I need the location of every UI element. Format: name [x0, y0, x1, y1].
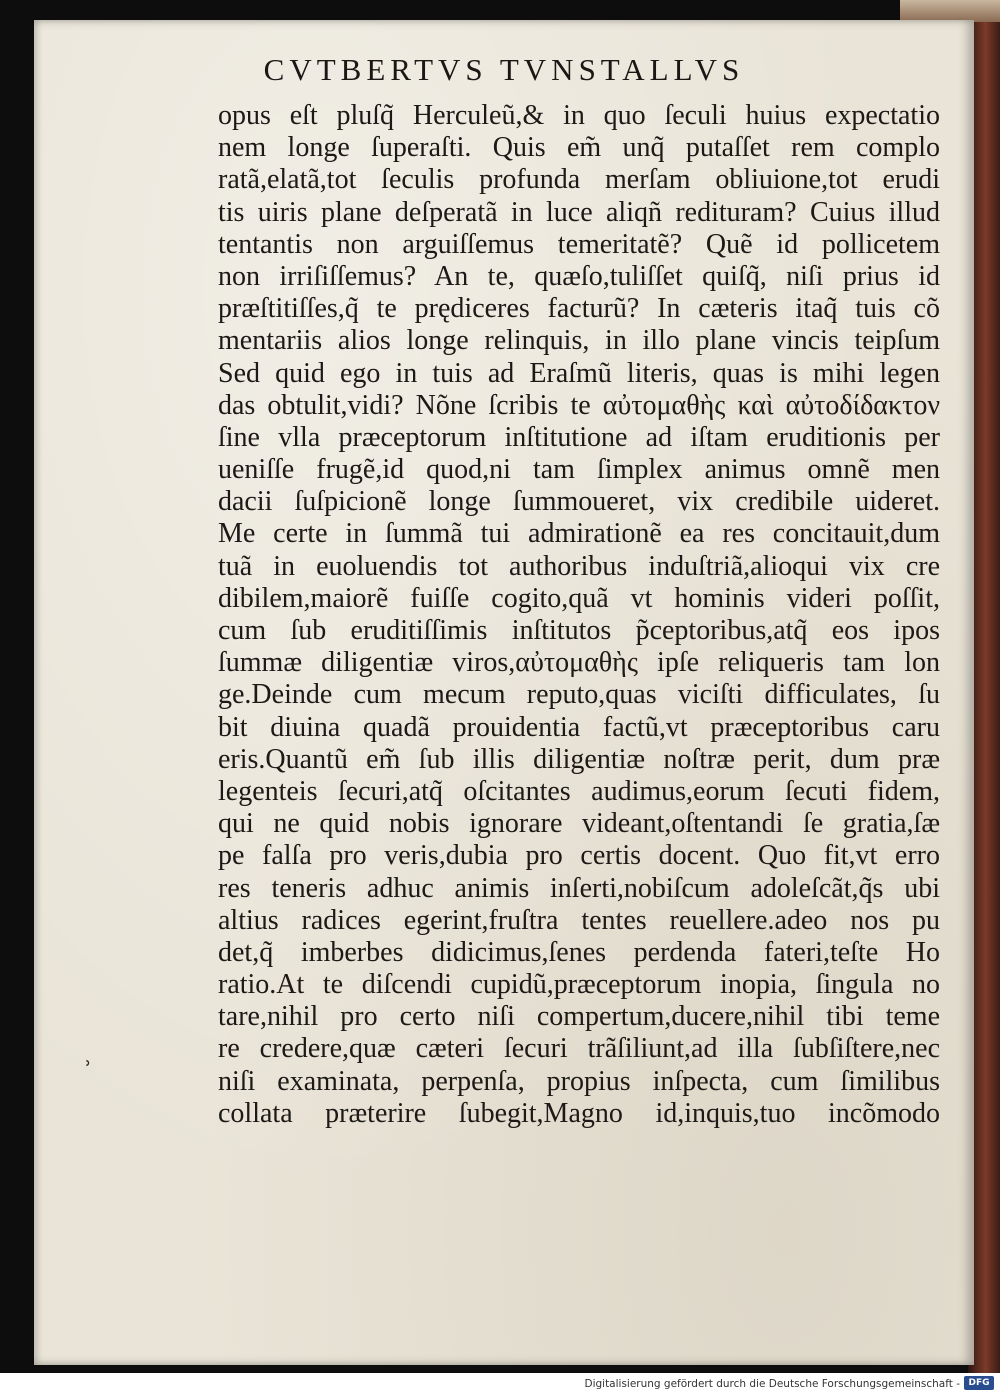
running-head: CVTBERTVS TVNSTALLVS [263, 52, 745, 87]
text-line: legenteis ſecuri,atq̃ oſcitantes audimus,eorum ſecuti fidem, [218, 775, 940, 807]
text-line: eris.Quantũ em̃ ſub illis diligentiæ noſtræ perit, dum præ [218, 743, 940, 775]
text-line: ſine vlla præceptorum inſtitutione ad iſtam eruditionis per [218, 421, 940, 453]
text-line: bit diuina quadã prouidentia factũ,vt præceptoribus caru [218, 711, 940, 743]
text-line: dacii ſuſpicionẽ longe ſummoueret, vix credibile uideret. [218, 486, 940, 518]
text-block [218, 100, 940, 1130]
text-line: das obtulit,vidi? Nõne ſcribis te αὐτομαθὴς καὶ αὐτοδίδακτον [218, 389, 940, 421]
dfg-logo: DFG [964, 1376, 994, 1390]
text-line: ratio.At te diſcendi cupidũ,præceptorum inopia, ſingula no [218, 969, 940, 1001]
text-line: non irriſiſſemus? An te, quæſo,tuliſſet quiſq̃, niſi prius id [218, 260, 940, 292]
text-line: Me certe in ſummã tui admirationẽ ea res concitauit,dum [218, 518, 940, 550]
text-line: tuã in euoluendis tot authoribus induſtriã,alioqui vix cre [218, 550, 940, 582]
text-line: cum ſub eruditiſſimis inſtitutos p̃ceptoribus,atq̃ eos ipos [218, 615, 940, 646]
text-line: ueniſſe frugẽ,id quod,ni tam ſimplex animus omnẽ men [218, 454, 940, 486]
text-line: niſi examinata, perpenſa, propius inſpecta, cum ſimilibus [218, 1065, 940, 1097]
text-line: res teneris adhuc animis inſerti,nobiſcum adoleſcãt,q̃s ubi [218, 872, 940, 904]
text-line: Sed quid ego in tuis ad Eraſmũ literis, quas is mihi legen [218, 357, 940, 389]
text-line: ge.Deinde cum mecum reputo,quas viciſti difficulates, ſu [218, 679, 940, 711]
footer-credit: Digitalisierung gefördert durch die Deutsche Forschungsgemeinschaft - [584, 1378, 960, 1390]
text-line: tare,nihil pro certo niſi compertum,ducere,nihil tibi teme [218, 1001, 940, 1033]
text-line: collata præterire ſubegit,Magno id,inquis,tuo incõmodo [218, 1097, 940, 1129]
margin-mark: ʾ [85, 1058, 92, 1083]
text-line: dibilem,maiorẽ fuiſſe cogito,quã vt hominis videri poſſit, [218, 582, 940, 614]
book-page [34, 20, 974, 1365]
text-line: pe falſa pro veris,dubia pro certis docent. Quo fit,vt erro [218, 840, 940, 872]
text-line: ſummæ diligentiæ viros,αὐτομαθὴς ipſe reliqueris tam lon [218, 647, 940, 679]
text-line: tentantis non arguiſſemus temeritatẽ? Quẽ id pollicetem [218, 228, 940, 260]
text-line: re credere,quæ cæteri ſecuri trãſiliunt,ad illa ſubſiſtere,nec [218, 1033, 940, 1065]
text-line: mentariis alios longe relinquis, in illo plane vincis teipſum [218, 325, 940, 357]
text-line: præſtitiſſes,q̃ te prędiceres facturũ? In cæteris itaq̃ tuis cõ [218, 293, 940, 325]
text-line: nem longe ſuperaſti. Quis em̃ unq̃ putaſſet rem complo [218, 132, 940, 164]
text-line: qui ne quid nobis ignorare videant,oſtentandi ſe gratia,ſæ [218, 808, 940, 840]
book-corner [900, 0, 1000, 22]
text-line: tis uiris plane deſperatã in luce aliqñ redituram? Cuius illud [218, 196, 940, 228]
text-line: det,q̃ imberbes didicimus,ſenes perdenda fateri,teſte Ho [218, 936, 940, 968]
text-line: ratã,elatã,tot ſeculis profunda merſam obliuione,tot erudi [218, 164, 940, 196]
text-line: altius radices egerint,fruſtra tentes reuellere.adeo nos pu [218, 904, 940, 936]
text-line: opus eſt pluſq̃ Herculeũ,& in quo ſeculi huius expectatio [218, 100, 940, 131]
